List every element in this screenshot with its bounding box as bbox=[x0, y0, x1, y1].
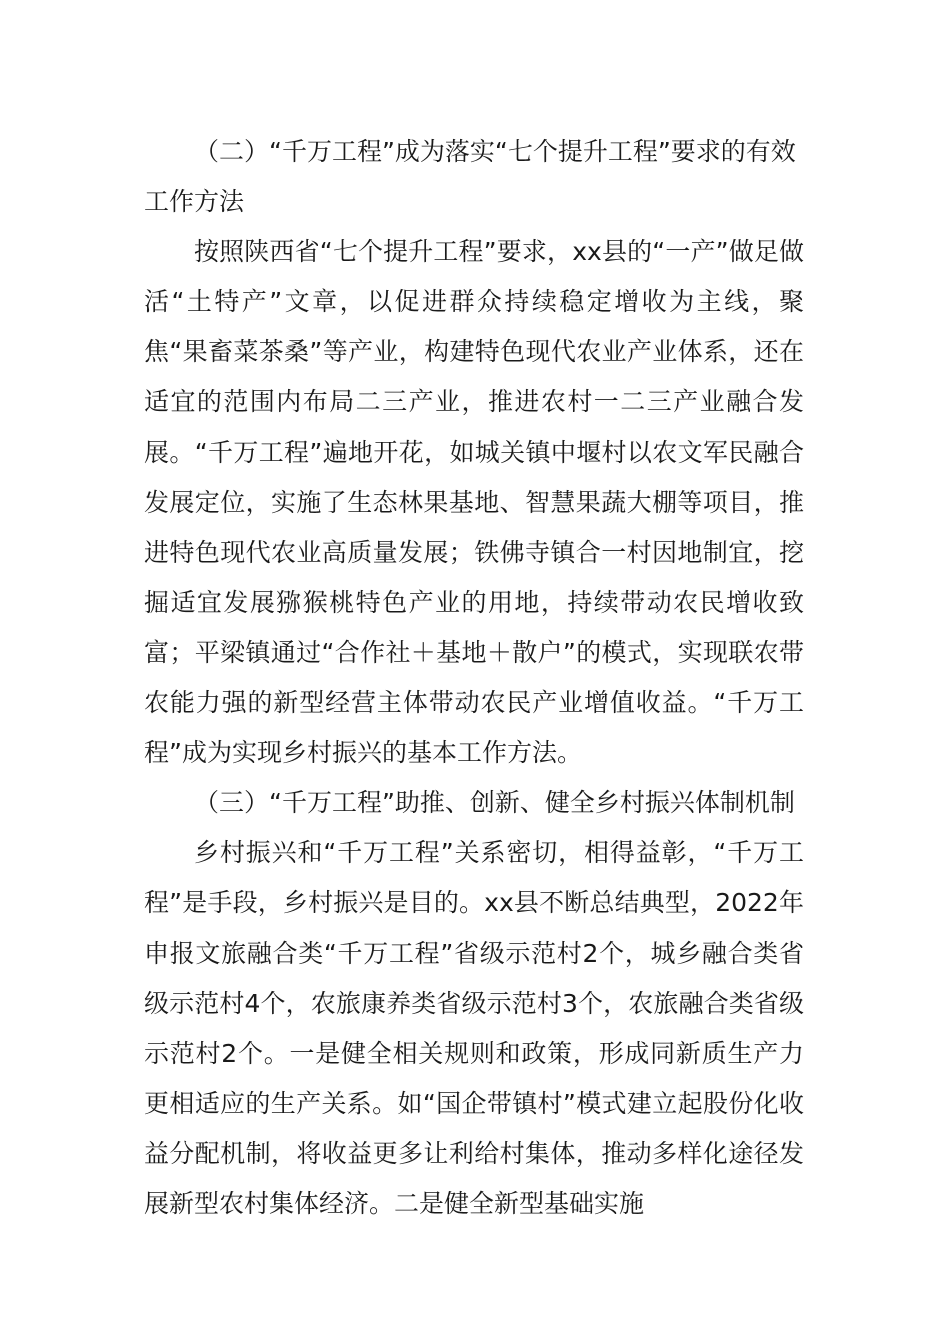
paragraph-2: 乡村振兴和“千万工程”关系密切，相得益彰，“千万工程”是手段，乡村振兴是目的。xx县不断总结典型，2022年申报文旅融合类“千万工程”省级示范村2个，城乡融合类省级示范村4个，农旅康养类省级示范村3个，农旅融合类省级示范村2个。一是健全相关规则和政策，形成同新质生产力更相适应的生产关系。如“国企带镇村”模式建立起股份化收益分配机制，将收益更多让利给村集体，推动多样化途径发展新型农村集体经济。二是健全新型基础实施 bbox=[144, 838, 804, 1218]
section-heading-2: （二）“千万工程”成为落实“七个提升工程”要求的有效工作方法 bbox=[144, 137, 796, 217]
document-body bbox=[144, 127, 804, 1229]
paragraph-1: 按照陕西省“七个提升工程”要求，xx县的“一产”做足做活“土特产”文章，以促进群众持续稳定增收为主线，聚焦“果畜菜茶桑”等产业，构建特色现代农业产业体系，还在适宜的范围内布局二三产业，推进农村一二三产业融合发展。“千万工程”遍地开花，如城关镇中堰村以农文军民融合发展定位，实施了生态林果基地、智慧果蔬大棚等项目，推进特色现代农业高质量发展；铁佛寺镇合一村因地制宜，挖掘适宜发展猕猴桃特色产业的用地，持续带动农民增收致富；平梁镇通过“合作社＋基地＋散户”的模式，实现联农带农能力强的新型经营主体带动农民产业增值收益。“千万工程”成为实现乡村振兴的基本工作方法。 bbox=[144, 237, 804, 768]
section-heading-3: （三）“千万工程”助推、创新、健全乡村振兴体制机制 bbox=[194, 788, 795, 818]
